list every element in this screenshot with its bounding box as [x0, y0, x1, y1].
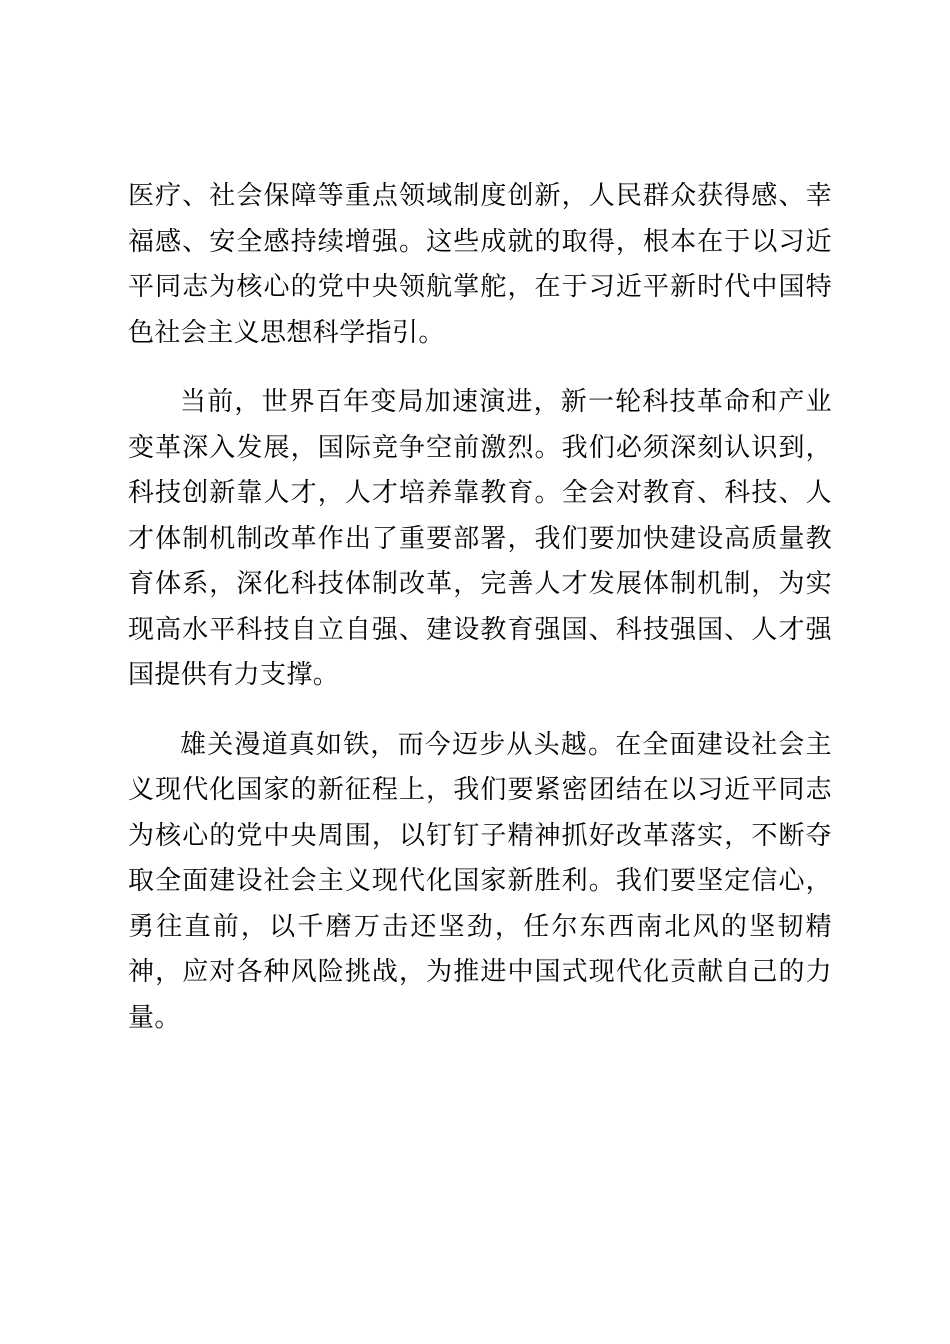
- paragraph-continuation: 医疗、社会保障等重点领域制度创新，人民群众获得感、幸福感、安全感持续增强。这些成就的取得，根本在于以习近平同志为核心的党中央领航掌舵，在于习近平新时代中国特色社会主义思想科学指引。: [128, 181, 832, 348]
- paragraph-tech-education: 当前，世界百年变局加速演进，新一轮科技革命和产业变革深入发展，国际竞争空前激烈。我们必须深刻认识到，科技创新靠人才，人才培养靠教育。全会对教育、科技、人才体制机制改革作出了重要部署，我们要加快建设高质量教育体系，深化科技体制改革，完善人才发展体制机制，为实现高水平科技自立自强、建设教育强国、科技强国、人才强国提供有力支撑。: [128, 387, 832, 690]
- paragraph-conclusion: 雄关漫道真如铁，而今迈步从头越。在全面建设社会主义现代化国家的新征程上，我们要紧密团结在以习近平同志为核心的党中央周围，以钉钉子精神抓好改革落实，不断夺取全面建设社会主义现代化国家新胜利。我们要坚定信心，勇往直前，以千磨万击还坚劲，任尔东西南北风的坚韧精神，应对各种风险挑战，为推进中国式现代化贡献自己的力量。: [128, 729, 832, 1033]
- document-body: [128, 174, 832, 1041]
